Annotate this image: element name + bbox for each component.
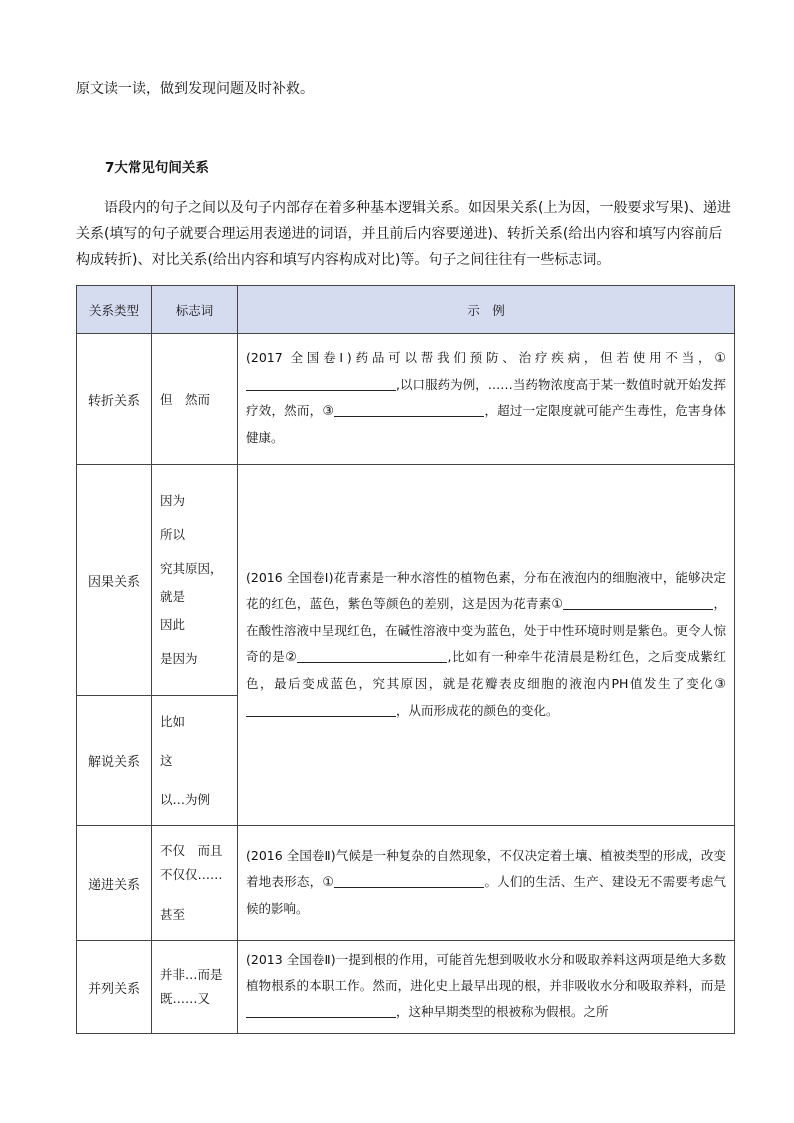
row-markers xyxy=(152,696,238,826)
row-type: 转折关系 xyxy=(77,334,152,465)
intro-text: 语段内的句子之间以及句子内部存在着多种基本逻辑关系。如因果关系(上为因，一般要求写果)、递进关系(填写的句子就要合理运用表递进的词语，并且前后内容要递进)、转折关系(给出内容和填写内容前后构成转折)、对比关系(给出内容和填写内容构成对比)等。句子之间往往有一些标志词。 xyxy=(76,200,731,268)
fill-blank xyxy=(246,1003,396,1018)
marker-text: 所以 xyxy=(160,527,186,542)
row-example xyxy=(238,465,735,826)
fill-blank xyxy=(297,648,447,663)
example-text: ，超过一定限度就可能产生毒性，危害身体健康。 xyxy=(246,403,726,445)
table-row xyxy=(77,941,735,1034)
table-row xyxy=(77,826,735,941)
blank-number: ② xyxy=(285,649,298,665)
row-type: 并列关系 xyxy=(77,941,152,1034)
marker-text: 是因为 xyxy=(160,651,198,666)
example-text: (2013 全国卷Ⅱ)一提到根的作用，可能首先想到吸收水分和吸取养料这两项是绝大多数植物根系的本职工作。然而，进化史上最早出现的根，并非吸收水分和吸取养料，而是 xyxy=(246,952,726,993)
marker-text: 既……又 xyxy=(160,991,211,1006)
example-text: ,比如有一种牵牛花清晨是粉红色，之后变成紫红色，最后变成蓝色，究其原因，就是花瓣表皮细胞的液泡内PH值发生了变化 xyxy=(246,648,726,691)
example-text: ，这种早期类型的根被称为假根。之所 xyxy=(396,1004,609,1019)
marker-text: 不仅 而且 xyxy=(160,843,223,858)
table-header-row xyxy=(77,286,735,334)
blank-number: ③ xyxy=(322,404,335,419)
row-example xyxy=(238,334,735,465)
blank-number: ③ xyxy=(714,676,726,692)
row-type: 因果关系 xyxy=(77,465,152,696)
marker-text: 以…为例 xyxy=(160,792,211,807)
fill-blank xyxy=(246,376,396,391)
example-text: ,以口服药为例，……当药物浓度高于某一数值时就开始发挥疗效，然而， xyxy=(246,377,726,418)
marker-text: 但 然而 xyxy=(160,392,211,407)
marker-text: 就是 xyxy=(160,589,186,604)
blank-number: ① xyxy=(551,596,564,612)
fill-blank xyxy=(334,873,484,888)
row-type: 解说关系 xyxy=(77,696,152,826)
example-text: ，在酸性溶液中呈现红色，在碱性溶液中变为蓝色，处于中性环境时则是紫色。更令人惊奇的是 xyxy=(246,595,726,664)
header-example: 示 例 xyxy=(238,286,735,334)
example-text: (2017 全国卷Ⅰ)药品可以帮我们预防、治疗疾病，但若使用不当， xyxy=(246,350,715,365)
top-line: 原文读一读，做到发现问题及时补救。 xyxy=(76,81,314,97)
row-example xyxy=(238,941,735,1034)
example-text: 。人们的生活、生产、建设无不需要考虑气候的影响。 xyxy=(246,873,726,916)
row-example xyxy=(238,826,735,941)
relations-table xyxy=(76,285,735,1034)
example-text: ，从而形成花的颜色的变化。 xyxy=(396,702,559,718)
marker-text: 比如 xyxy=(160,714,186,729)
example-text: (2016 全国卷Ⅰ)花青素是一种水溶性的植物色素，分布在液泡内的细胞液中，能够决定花的红色，蓝色，紫色等颜色的差别，这是因为花青素 xyxy=(246,569,726,611)
marker-text: 不仅仅…… xyxy=(160,867,223,882)
fill-blank xyxy=(246,702,396,717)
table-row xyxy=(77,334,735,465)
marker-text: 甚至 xyxy=(160,907,186,922)
fill-blank xyxy=(334,402,484,417)
header-markers: 标志词 xyxy=(152,286,238,334)
marker-text: 究其原因， xyxy=(160,561,223,576)
example-text: (2016 全国卷Ⅱ)气候是一种复杂的自然现象，不仅决定着土壤、植被类型的形成，改变着地表形态， xyxy=(246,847,726,889)
marker-text: 因为 xyxy=(160,493,186,508)
row-markers xyxy=(152,826,238,941)
row-markers xyxy=(152,465,238,696)
table-row xyxy=(77,465,735,696)
blank-number: ① xyxy=(714,351,726,366)
blank-number: ① xyxy=(322,874,335,890)
row-type: 递进关系 xyxy=(77,826,152,941)
row-markers xyxy=(152,941,238,1034)
marker-text: 因此 xyxy=(160,617,186,632)
intro-paragraph xyxy=(76,195,736,273)
fill-blank xyxy=(563,595,713,610)
marker-text: 这 xyxy=(160,753,173,768)
section-heading: 7大常见句间关系 xyxy=(105,160,209,176)
row-markers xyxy=(152,334,238,465)
header-type: 关系类型 xyxy=(77,286,152,334)
marker-text: 并非…而是 xyxy=(160,967,223,982)
